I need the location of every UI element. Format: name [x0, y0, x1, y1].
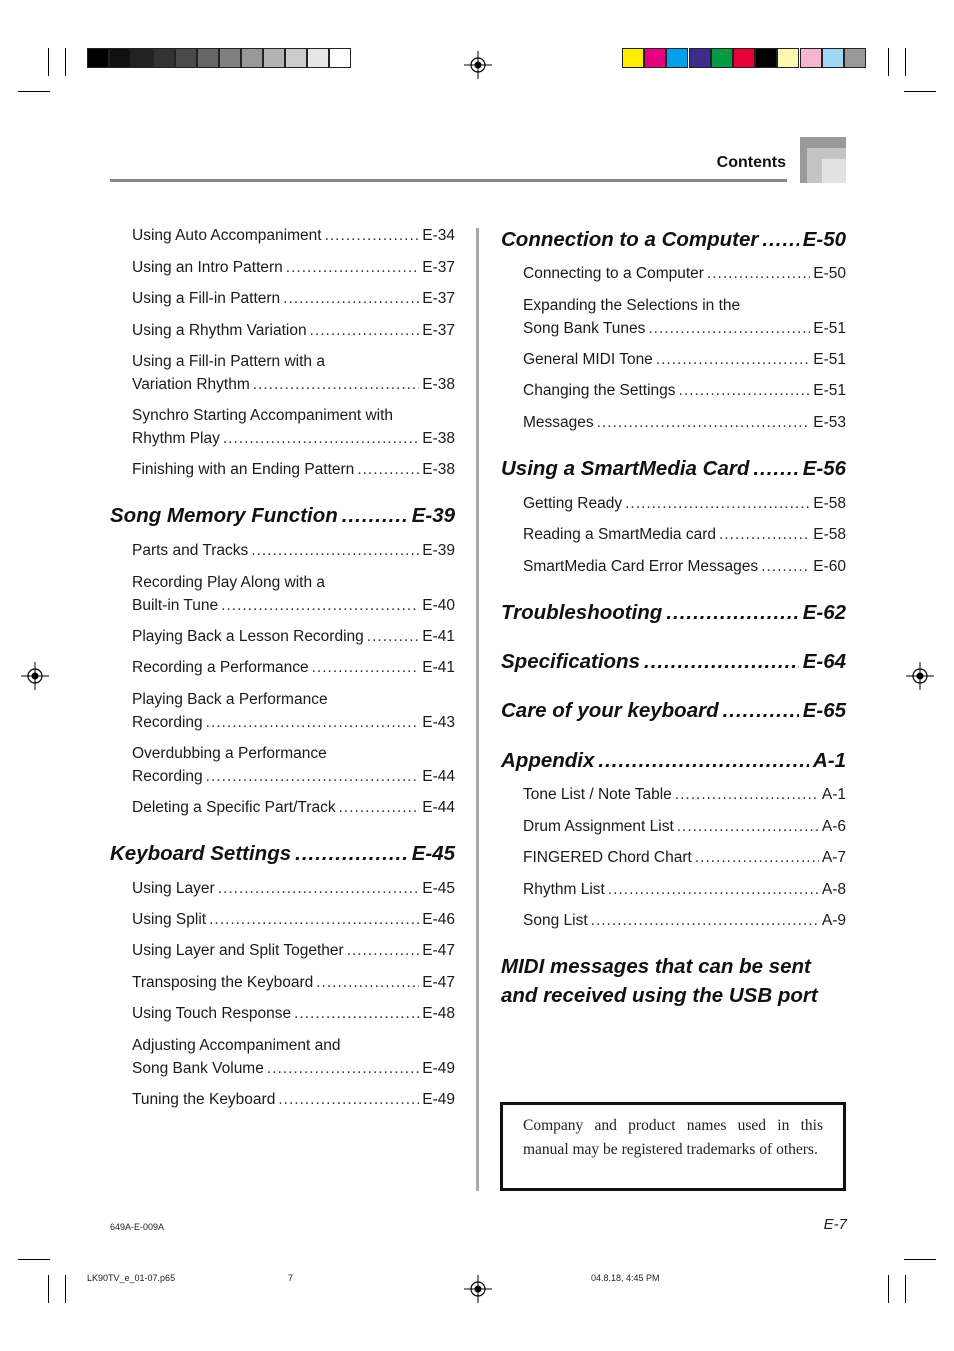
- toc-entry-title: Song Bank Tunes: [523, 319, 646, 337]
- section-title: Appendix: [501, 749, 595, 772]
- gray-swatch: [153, 48, 175, 68]
- dot-leader: [295, 839, 408, 868]
- section-heading[interactable]: [110, 839, 455, 868]
- dot-leader: [625, 493, 810, 516]
- toc-entry-title: Changing the Settings: [523, 382, 676, 399]
- toc-entry[interactable]: [132, 225, 455, 248]
- header-rule: [110, 179, 787, 182]
- dot-leader: [316, 972, 419, 995]
- crop-mark: [65, 48, 66, 76]
- crop-mark: [18, 1259, 50, 1260]
- gray-swatch: [197, 48, 219, 68]
- toc-entry-page: E-48: [422, 1005, 455, 1022]
- gray-swatch: [219, 48, 241, 68]
- crop-mark: [18, 91, 50, 92]
- dot-leader: [253, 374, 420, 397]
- gray-swatch: [131, 48, 153, 68]
- dot-leader: [339, 797, 420, 820]
- toc-entry-line: Overdubbing a Performance: [132, 745, 327, 762]
- color-swatch: [800, 48, 822, 68]
- crop-mark: [65, 1275, 66, 1303]
- toc-entry-page: E-47: [422, 974, 455, 991]
- dot-leader: [209, 909, 419, 932]
- toc-entry-title: Getting Ready: [523, 495, 623, 512]
- toc-entry-page: E-47: [422, 942, 455, 959]
- gray-swatch: [329, 48, 351, 68]
- toc-entry[interactable]: [132, 1003, 455, 1026]
- toc-entry-title: Using a Fill-in Pattern: [132, 290, 281, 307]
- toc-entry[interactable]: [523, 847, 846, 870]
- toc-entry-title: Rhythm List: [523, 881, 605, 898]
- dot-leader: [278, 1089, 419, 1112]
- section-page: E-56: [802, 457, 846, 480]
- dot-leader: [221, 595, 419, 618]
- toc-entry-page: A-9: [821, 912, 846, 929]
- toc-entry-title: Using Split: [132, 911, 207, 928]
- toc-entry-page: E-49: [422, 1059, 455, 1077]
- toc-entry-title: Using Auto Accompaniment: [132, 227, 322, 244]
- toc-entry[interactable]: [132, 797, 455, 820]
- toc-entry-title: Using Layer: [132, 880, 215, 897]
- toc-entry-title: Recording a Performance: [132, 659, 309, 676]
- toc-entry-title: Rhythm Play: [132, 429, 220, 447]
- toc-entry-page: A-6: [821, 818, 846, 835]
- toc-entry[interactable]: [132, 909, 455, 932]
- toc-entry-title: Playing Back a Lesson Recording: [132, 628, 364, 645]
- toc-entry-page: E-38: [422, 429, 455, 447]
- toc-entry[interactable]: [132, 626, 455, 649]
- header-tab-graphic: [800, 137, 846, 183]
- toc-entry[interactable]: [132, 405, 455, 450]
- toc-entry-page: E-50: [813, 265, 846, 282]
- dot-leader: [675, 784, 819, 807]
- toc-entry-page: E-58: [813, 495, 846, 512]
- section-title: Using a SmartMedia Card: [501, 457, 750, 480]
- toc-entry[interactable]: [132, 743, 455, 788]
- toc-entry-title: Recording: [132, 767, 203, 785]
- trademark-note: Company and product names used in this manual may be registered trademarks of others.: [500, 1102, 846, 1191]
- section-page: A-1: [812, 749, 846, 772]
- toc-entry-page: A-1: [821, 786, 846, 803]
- gray-swatch: [87, 48, 109, 68]
- toc-entry[interactable]: [132, 1089, 455, 1112]
- section-heading[interactable]: [501, 952, 846, 1010]
- color-swatch: [844, 48, 866, 68]
- toc-entry-page: E-51: [813, 351, 846, 368]
- dot-leader: [719, 524, 810, 547]
- toc-entry-title: Using Layer and Split Together: [132, 942, 344, 959]
- dot-leader: [286, 257, 419, 280]
- section-title: Connection to a Computer: [501, 228, 759, 251]
- toc-entry[interactable]: [523, 295, 846, 340]
- section-page: E-45: [411, 842, 455, 865]
- section-heading[interactable]: [501, 225, 846, 254]
- toc-entry-title: Using an Intro Pattern: [132, 259, 283, 276]
- section-title: Song Memory Function: [110, 504, 338, 527]
- toc-entry[interactable]: [132, 459, 455, 482]
- toc-entry[interactable]: [523, 556, 846, 579]
- dot-leader: [761, 556, 810, 579]
- toc-entry[interactable]: [132, 257, 455, 280]
- section-heading[interactable]: [110, 501, 455, 530]
- crop-mark: [905, 48, 906, 76]
- section-page: E-50: [802, 228, 846, 251]
- toc-entry-page: A-8: [821, 881, 846, 898]
- toc-entry[interactable]: [523, 263, 846, 286]
- gray-swatch: [241, 48, 263, 68]
- registration-mark-icon: [464, 51, 492, 79]
- toc-entry-line: Recording Play Along with a: [132, 574, 326, 591]
- section-heading-line: and received using the USB port: [501, 984, 818, 1007]
- toc-entry[interactable]: [132, 572, 455, 617]
- toc-entry[interactable]: [523, 524, 846, 547]
- dot-leader: [591, 910, 819, 933]
- toc-entry-page: E-41: [422, 628, 455, 645]
- toc-entry-page: E-41: [422, 659, 455, 676]
- crop-mark: [888, 1275, 889, 1303]
- toc-entry-line: Expanding the Selections in the: [523, 297, 741, 314]
- toc-entry-line: Adjusting Accompaniment and: [132, 1037, 341, 1054]
- crop-mark: [904, 91, 936, 92]
- dot-leader: [347, 940, 420, 963]
- toc-entry-line: Using a Fill-in Pattern with a: [132, 353, 325, 370]
- color-swatch: [822, 48, 844, 68]
- toc-entry-page: E-49: [422, 1091, 455, 1108]
- page-header-title: Contents: [716, 154, 786, 171]
- color-swatch: [689, 48, 711, 68]
- section-title: Troubleshooting: [501, 601, 663, 624]
- toc-entry-page: E-37: [422, 259, 455, 276]
- dot-leader: [294, 1003, 419, 1026]
- section-page: E-65: [802, 699, 846, 722]
- toc-entry-page: E-44: [422, 767, 455, 785]
- toc-entry-title: Transposing the Keyboard: [132, 974, 314, 991]
- toc-entry[interactable]: [132, 940, 455, 963]
- section-heading-line: MIDI messages that can be sent: [501, 955, 811, 978]
- dot-leader: [218, 878, 420, 901]
- crop-mark: [48, 1275, 49, 1303]
- toc-entry-line: Synchro Starting Accompaniment with: [132, 407, 394, 424]
- dot-leader: [283, 288, 419, 311]
- toc-entry[interactable]: [523, 910, 846, 933]
- toc-entry[interactable]: [132, 320, 455, 343]
- toc-entry-title: Parts and Tracks: [132, 542, 249, 559]
- dot-leader: [762, 225, 798, 254]
- dot-leader: [223, 428, 419, 451]
- toc-entry-title: Reading a SmartMedia card: [523, 526, 716, 543]
- toc-entry[interactable]: [523, 816, 846, 839]
- toc-entry-title: FINGERED Chord Chart: [523, 849, 692, 866]
- toc-entry-page: E-37: [422, 322, 455, 339]
- toc-entry-page: E-38: [422, 375, 455, 393]
- toc-entry-title: Using Touch Response: [132, 1005, 292, 1022]
- toc-entry[interactable]: [132, 288, 455, 311]
- color-swatch: [733, 48, 755, 68]
- dot-leader: [644, 647, 799, 676]
- dot-leader: [597, 412, 811, 435]
- crop-mark: [905, 1275, 906, 1303]
- color-swatch: [777, 48, 799, 68]
- toc-entry[interactable]: [132, 972, 455, 995]
- registration-mark-icon: [21, 662, 49, 690]
- toc-entry[interactable]: [132, 351, 455, 396]
- crop-mark: [48, 48, 49, 76]
- color-swatch: [622, 48, 644, 68]
- section-page: E-39: [411, 504, 455, 527]
- dot-leader: [310, 320, 420, 343]
- dot-leader: [206, 712, 420, 735]
- toc-entry-page: E-51: [813, 382, 846, 399]
- toc-entry[interactable]: [523, 493, 846, 516]
- dot-leader: [648, 318, 810, 341]
- color-swatch: [755, 48, 777, 68]
- dot-leader: [679, 380, 811, 403]
- section-heading[interactable]: [501, 746, 846, 775]
- color-swatch: [666, 48, 688, 68]
- toc-entry[interactable]: [132, 689, 455, 734]
- toc-entry-page: A-7: [821, 849, 846, 866]
- toc-entry-title: Messages: [523, 414, 594, 431]
- toc-entry-page: E-46: [422, 911, 455, 928]
- toc-entry-page: E-40: [422, 596, 455, 614]
- gray-swatch: [307, 48, 329, 68]
- toc-entry-page: E-60: [813, 558, 846, 575]
- dot-leader: [608, 879, 819, 902]
- toc-entry[interactable]: [132, 878, 455, 901]
- section-page: E-64: [802, 650, 846, 673]
- toc-entry-line: Playing Back a Performance: [132, 691, 328, 708]
- section-title: Keyboard Settings: [110, 842, 292, 865]
- dot-leader: [695, 847, 819, 870]
- file-name: LK90TV_e_01-07.p65: [87, 1273, 176, 1283]
- gray-swatch: [175, 48, 197, 68]
- dot-leader: [312, 657, 420, 680]
- toc-entry-page: E-39: [422, 542, 455, 559]
- toc-entry-page: E-53: [813, 414, 846, 431]
- toc-entry-title: Recording: [132, 713, 203, 731]
- section-title: Specifications: [501, 650, 640, 673]
- dot-leader: [342, 501, 408, 530]
- color-swatch: [711, 48, 733, 68]
- toc-entry-page: E-45: [422, 880, 455, 897]
- dot-leader: [666, 598, 798, 627]
- toc-entry-title: Finishing with an Ending Pattern: [132, 461, 355, 478]
- toc-entry-page: E-58: [813, 526, 846, 543]
- toc-entry-page: E-34: [422, 227, 455, 244]
- toc-entry[interactable]: [132, 657, 455, 680]
- crop-mark: [888, 48, 889, 76]
- section-heading[interactable]: [501, 454, 846, 483]
- dot-leader: [367, 626, 419, 649]
- toc-entry-title: General MIDI Tone: [523, 351, 653, 368]
- toc-entry-title: Song List: [523, 912, 588, 929]
- crop-mark: [904, 1259, 936, 1260]
- toc-entry[interactable]: [523, 784, 846, 807]
- toc-entry-title: Using a Rhythm Variation: [132, 322, 307, 339]
- section-heading[interactable]: [501, 696, 846, 725]
- gray-swatch: [285, 48, 307, 68]
- toc-entry-title: Song Bank Volume: [132, 1059, 264, 1077]
- toc-entry-title: Drum Assignment List: [523, 818, 674, 835]
- section-heading[interactable]: [501, 598, 846, 627]
- toc-entry-page: E-37: [422, 290, 455, 307]
- dot-leader: [677, 816, 819, 839]
- column-divider: [476, 228, 479, 1191]
- print-timestamp: 04.8.18, 4:45 PM: [591, 1273, 660, 1283]
- toc-entry[interactable]: [523, 879, 846, 902]
- toc-entry-title: Connecting to a Computer: [523, 265, 704, 282]
- toc-entry-title: Tone List / Note Table: [523, 786, 672, 803]
- toc-entry-title: Tuning the Keyboard: [132, 1091, 276, 1108]
- toc-entry-page: E-43: [422, 713, 455, 731]
- toc-entry-title: Built-in Tune: [132, 596, 219, 614]
- toc-entry-page: E-38: [422, 461, 455, 478]
- toc-entry-title: Variation Rhythm: [132, 375, 250, 393]
- toc-entry-title: SmartMedia Card Error Messages: [523, 558, 759, 575]
- toc-entry-page: E-44: [422, 799, 455, 816]
- dot-leader: [753, 454, 798, 483]
- dot-leader: [598, 746, 809, 775]
- toc-entry[interactable]: [523, 380, 846, 403]
- toc-entry-page: E-51: [813, 319, 846, 337]
- section-heading[interactable]: [501, 647, 846, 676]
- toc-entry-title: Deleting a Specific Part/Track: [132, 799, 336, 816]
- section-title: Care of your keyboard: [501, 699, 719, 722]
- toc-entry[interactable]: [523, 349, 846, 372]
- dot-leader: [325, 225, 420, 248]
- registration-mark-icon: [906, 662, 934, 690]
- dot-leader: [357, 459, 419, 482]
- registration-mark-icon: [464, 1275, 492, 1303]
- gray-swatch: [109, 48, 131, 68]
- dot-leader: [656, 349, 810, 372]
- color-swatch: [644, 48, 666, 68]
- page-number: E-7: [823, 1216, 847, 1233]
- toc-entry[interactable]: [523, 412, 846, 435]
- toc-entry[interactable]: [132, 1035, 455, 1080]
- dot-leader: [707, 263, 810, 286]
- dot-leader: [251, 540, 419, 563]
- gray-swatch: [263, 48, 285, 68]
- sheet-number: 7: [288, 1273, 294, 1283]
- document-code: 649A-E-009A: [110, 1222, 165, 1232]
- dot-leader: [267, 1058, 419, 1081]
- dot-leader: [723, 696, 799, 725]
- dot-leader: [206, 766, 420, 789]
- section-page: E-62: [802, 601, 846, 624]
- toc-entry[interactable]: [132, 540, 455, 563]
